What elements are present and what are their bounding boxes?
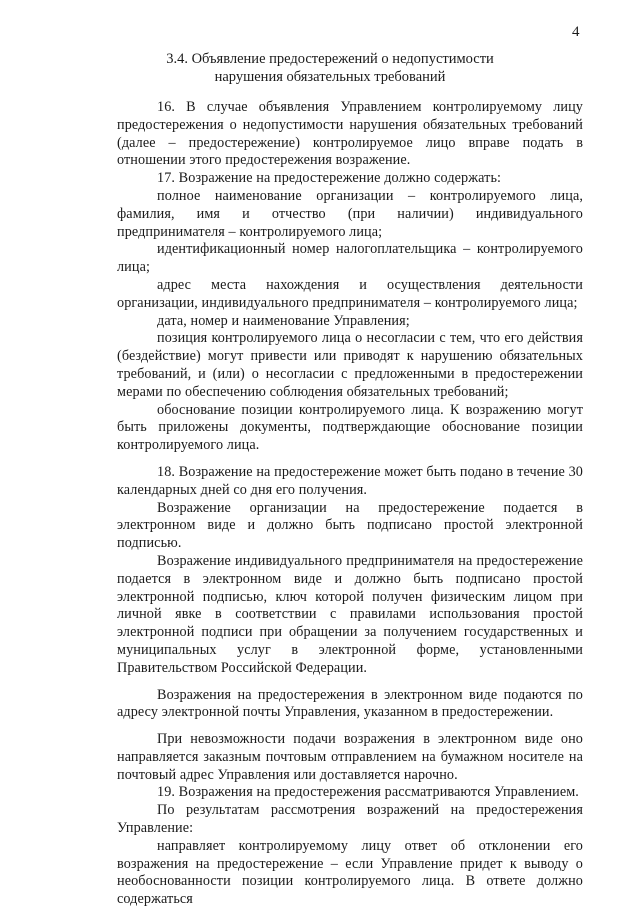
- section-heading-line-2: нарушения обязательных требований: [214, 69, 446, 85]
- list-item-date-number: дата, номер и наименование Управления;: [157, 312, 410, 329]
- paragraph-17: 17. Возражение на предостережение должно содержать:: [157, 170, 502, 187]
- paragraph-review-results: По результатам рассмотрения возражений на предостережения Управление:: [117, 802, 583, 837]
- page-number: 4: [572, 24, 580, 40]
- list-item-full-name: полное наименование организации – контролируемого лица, фамилия, имя и отчество (при наличии) индивидуального предпринимателя – контролируемого лица;: [117, 187, 583, 240]
- paragraph-postal-submission: При невозможности подачи возражения в электронном виде оно направляется заказным почтовым отправлением на бумажном носителе на почтовый адрес Управления или доставляется нарочно.: [117, 731, 583, 783]
- section-heading-line-1: 3.4. Объявление предостережений о недопустимости: [166, 51, 494, 67]
- paragraph-18: 18. Возражение на предостережение может быть подано в течение 30 календарных дней со дня его получения.: [117, 463, 583, 498]
- document-body: [117, 99, 583, 909]
- list-item-position: позиция контролируемого лица о несогласии с тем, что его действия (бездействие) могут привести или приводят к нарушению обязательных требований, и (или) о несогласии с предложенными в предостережении мерами по обеспечению соблюдения обязательных требований;: [117, 330, 583, 400]
- paragraph-rejection-response: направляет контролируемому лицу ответ об отклонении его возражения на предостережение – если Управление придет к выводу о необоснованности позиции контролируемого лица. В ответе должно содержаться: [117, 837, 583, 908]
- paragraph-entrepreneur-objection: Возражение индивидуального предпринимателя на предостережение подается в электронном виде и должно быть подписано простой электронной подписью, ключ которой получен физическим лицом при личной явке в соответствии с правилами использования простой электронной подписи при обращении за получением государственных и муниципальных услуг в электронной форме, установленными Правительством Российской Федерации.: [117, 552, 583, 676]
- paragraph-16: 16. В случае объявления Управлением контролируемому лицу предостережения о недопустимости нарушения обязательных требований (далее – предостережение) контролируемое лицо вправе подать в отношении этого предостережения возражение.: [117, 99, 583, 169]
- paragraph-19: 19. Возражения на предостережения рассматриваются Управлением.: [157, 784, 579, 801]
- list-item-address: адрес места нахождения и осуществления деятельности организации, индивидуального предпринимателя – контролируемого лица;: [117, 276, 583, 311]
- paragraph-email-submission: Возражения на предостережения в электронном виде подаются по адресу электронной почты Управления, указанном в предостережении.: [117, 686, 583, 721]
- list-item-inn: идентификационный номер налогоплательщика – контролируемого лица;: [117, 241, 583, 276]
- list-item-justification: обоснование позиции контролируемого лица. К возражению могут быть приложены документы, подтверждающие обоснование позиции контролируемого лица.: [117, 401, 583, 454]
- section-heading: [100, 50, 560, 86]
- paragraph-organization-objection: Возражение организации на предостережение подается в электронном виде и должно быть подписано простой электронной подписью.: [117, 499, 583, 552]
